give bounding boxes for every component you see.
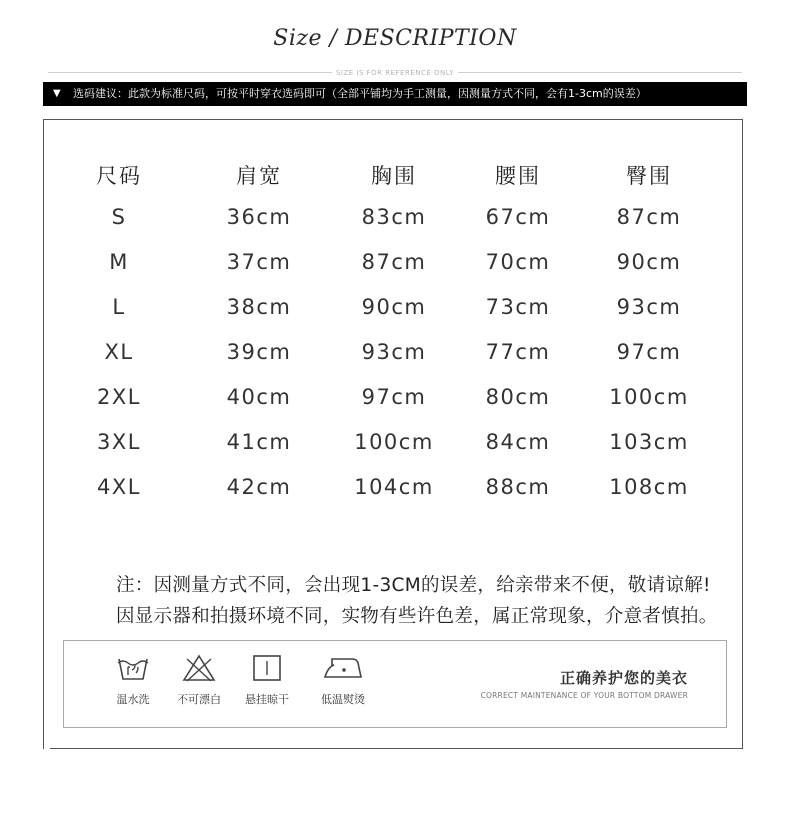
size-label-cell: L (112, 295, 126, 319)
measurement-cell-waist: 70cm (485, 250, 551, 274)
size-advice-banner (43, 82, 747, 106)
size-label-cell: 4XL (97, 475, 141, 499)
measurement-cell-waist: 84cm (485, 430, 551, 454)
measurement-cell-shoulder: 38cm (226, 295, 292, 319)
measurement-cell-shoulder: 37cm (226, 250, 292, 274)
header-size: 尺码 (96, 164, 142, 188)
page-title: Size / DESCRIPTION (273, 26, 517, 51)
color-note: 因显示器和拍摄环境不同，实物有些许色差，属正常现象，介意者慎拍。 (116, 606, 718, 627)
measurement-cell-chest: 83cm (361, 205, 427, 229)
reference-divider (48, 67, 742, 79)
header-shoulder: 肩宽 (236, 164, 282, 188)
measurement-note: 注：因测量方式不同，会出现1-3CM的误差，给亲带来不便，敬请谅解! (116, 575, 711, 596)
triangle-down-icon: ▼ (53, 88, 61, 99)
measurement-cell-chest: 104cm (354, 475, 434, 499)
measurement-cell-waist: 80cm (485, 385, 551, 409)
header-chest: 胸围 (371, 164, 417, 188)
measurement-cell-shoulder: 41cm (226, 430, 292, 454)
measurement-cell-chest: 87cm (361, 250, 427, 274)
measurement-cell-hip: 87cm (616, 205, 682, 229)
measurement-cell-shoulder: 42cm (226, 475, 292, 499)
size-advice-text: 选码建议：此款为标准尺码，可按平时穿衣选码即可（全部平铺均为手工测量，因测量方式不同，会有1-3cm的误差） (73, 87, 647, 100)
care-item-iron (313, 653, 373, 707)
header-hip: 臀围 (626, 164, 672, 188)
size-label-cell: M (109, 250, 129, 274)
measurement-cell-waist: 67cm (485, 205, 551, 229)
size-label-cell: 2XL (97, 385, 141, 409)
measurement-cell-chest: 90cm (361, 295, 427, 319)
care-label-dry: 悬挂晾干 (245, 693, 289, 706)
no-bleach-icon (181, 653, 217, 683)
care-instructions-panel (63, 640, 727, 728)
measurement-cell-waist: 88cm (485, 475, 551, 499)
care-item-bleach (169, 653, 229, 707)
size-label-cell: 3XL (97, 430, 141, 454)
measurement-cell-hip: 90cm (616, 250, 682, 274)
care-title: 正确养护您的美衣 (559, 669, 688, 687)
measurement-cell-hip: 100cm (609, 385, 689, 409)
care-label-bleach: 不可漂白 (177, 693, 221, 706)
measurement-cell-chest: 100cm (354, 430, 434, 454)
size-label-cell: S (111, 205, 127, 229)
hang-dry-icon (249, 653, 285, 683)
measurement-cell-hip: 93cm (616, 295, 682, 319)
measurement-cell-shoulder: 36cm (226, 205, 292, 229)
measurement-cell-shoulder: 40cm (226, 385, 292, 409)
care-subtitle: CORRECT MAINTENANCE OF YOUR BOTTOM DRAWER (480, 691, 688, 700)
care-label-iron: 低温熨烫 (321, 693, 365, 706)
measurement-cell-waist: 73cm (485, 295, 551, 319)
card-bottom-border (50, 748, 743, 749)
measurement-cell-hip: 97cm (616, 340, 682, 364)
warm-water-wash-icon (115, 653, 151, 683)
measurement-cell-chest: 93cm (361, 340, 427, 364)
measurement-cell-hip: 103cm (609, 430, 689, 454)
care-label-wash: 温水洗 (116, 693, 150, 706)
header-waist: 腰围 (495, 164, 541, 188)
reference-note: SIZE IS FOR REFERENCE ONLY (335, 69, 455, 77)
measurement-cell-shoulder: 39cm (226, 340, 292, 364)
size-label-cell: XL (104, 340, 134, 364)
care-item-wash (103, 653, 163, 707)
measurement-cell-hip: 108cm (609, 475, 689, 499)
care-item-dry (237, 653, 297, 707)
measurement-cell-waist: 77cm (485, 340, 551, 364)
low-temp-iron-icon (322, 653, 364, 683)
measurement-cell-chest: 97cm (361, 385, 427, 409)
